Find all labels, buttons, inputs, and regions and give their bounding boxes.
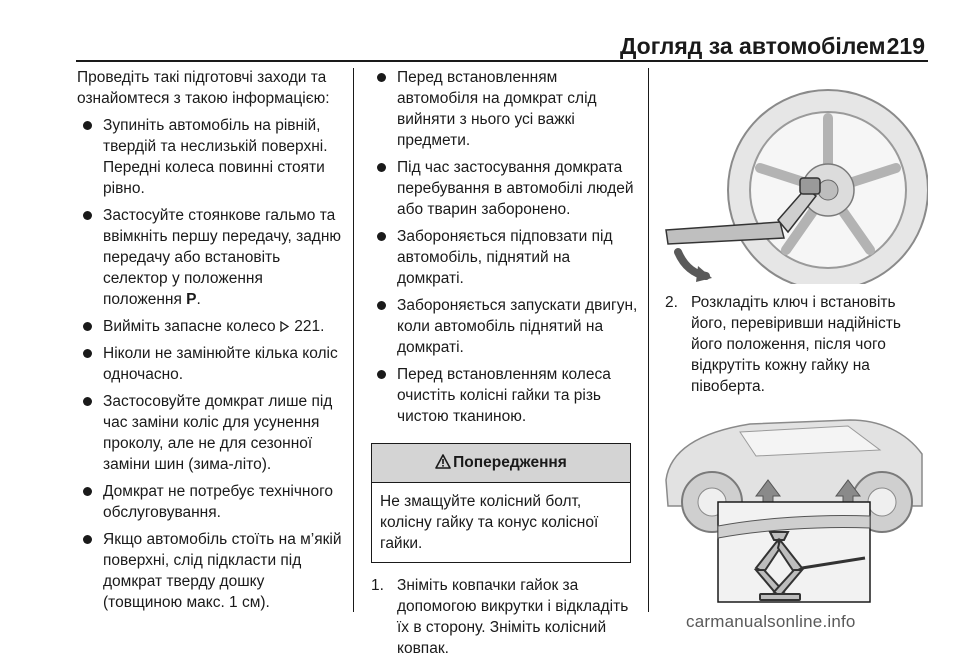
steps-list (371, 575, 639, 659)
warning-text: Не змащуйте колісний болт, колісну гайку та конус колісної гайки. (380, 493, 599, 552)
column-2 (371, 67, 639, 659)
list-item: Перед встановленням колеса очистіть колісні гайки та різь чистою тканиною. (371, 364, 639, 427)
intro-text: Проведіть такі підготовчі заходи та ознайомтеся з такою інформацією: (77, 69, 330, 107)
page-title: Догляд за автомобілем (620, 33, 886, 59)
step-text: Зніміть ковпачки гайок за допомогою викрутки і відкладіть їх в сторону. Зніміть колісний ковпак. (397, 577, 629, 657)
list-item: Ніколи не замінюйте кілька коліс одночасно. (77, 343, 345, 385)
page-header (620, 30, 925, 60)
list-item: Перед встановленням автомобіля на домкрат слід вийняти з нього усі важкі предмети. (371, 67, 639, 151)
warning-triangle-icon (435, 452, 451, 473)
car-jack-illustration (660, 410, 928, 606)
header-rule (76, 60, 928, 62)
warning-header (372, 444, 630, 483)
page-reference-arrow-icon (280, 318, 294, 335)
list-item: Під час застосування домкрата перебування в автомобілі людей або тварин заборонено. (371, 157, 639, 220)
step-number: 2. (665, 294, 678, 311)
list-item: Якщо автомобіль стоїть на м’якій поверхні, слід підкласти під домкрат тверду дошку (товщиною макс. 1 см). (77, 529, 345, 613)
column-3 (665, 292, 927, 397)
column-1 (77, 67, 345, 613)
gear-p-label: P (186, 291, 197, 308)
watermark: carmanualsonline.info (686, 612, 856, 631)
car-jack-image (660, 410, 928, 606)
page-reference[interactable]: 221. (294, 318, 325, 335)
gear-label-text: положення (103, 291, 182, 308)
step-number: 1. (371, 577, 384, 594)
list-item: Забороняється підповзати під автомобіль, піднятий на домкраті. (371, 226, 639, 289)
step-text: Розкладіть ключ і встановіть його, перевіривши надійність його положення, після чого відкрутіть кожну гайку на півоберта. (691, 294, 901, 395)
list-item: Зупиніть автомобіль на рівній, твердій та неслизькій поверхні. Передні колеса повинні стояти рівно. (77, 115, 345, 199)
column-divider (648, 68, 649, 612)
safety-list (371, 67, 639, 427)
steps-list (665, 292, 927, 397)
list-item: Вийміть запасне колесо 221. (77, 316, 345, 337)
column-divider (353, 68, 354, 612)
warning-box (371, 443, 631, 563)
list-item: Застосовуйте домкрат лише під час заміни коліс для усунення проколу, але не для сезонної заміни шин (зима-літо). (77, 391, 345, 475)
preparation-list (77, 115, 345, 613)
warning-title: Попередження (453, 454, 567, 471)
step-item (371, 575, 639, 659)
list-item: Застосуйте стоянкове гальмо та ввімкніть першу передачу, задню передачу або встановіть селектор у положення положення P. (77, 205, 345, 310)
wheel-wrench-image (660, 70, 928, 284)
step-item (665, 292, 927, 397)
wheel-wrench-illustration (660, 70, 928, 284)
list-item: Забороняється запускати двигун, коли автомобіль піднятий на домкраті. (371, 295, 639, 358)
page-number: 219 (886, 33, 925, 59)
list-item: Домкрат не потребує технічного обслуговування. (77, 481, 345, 523)
